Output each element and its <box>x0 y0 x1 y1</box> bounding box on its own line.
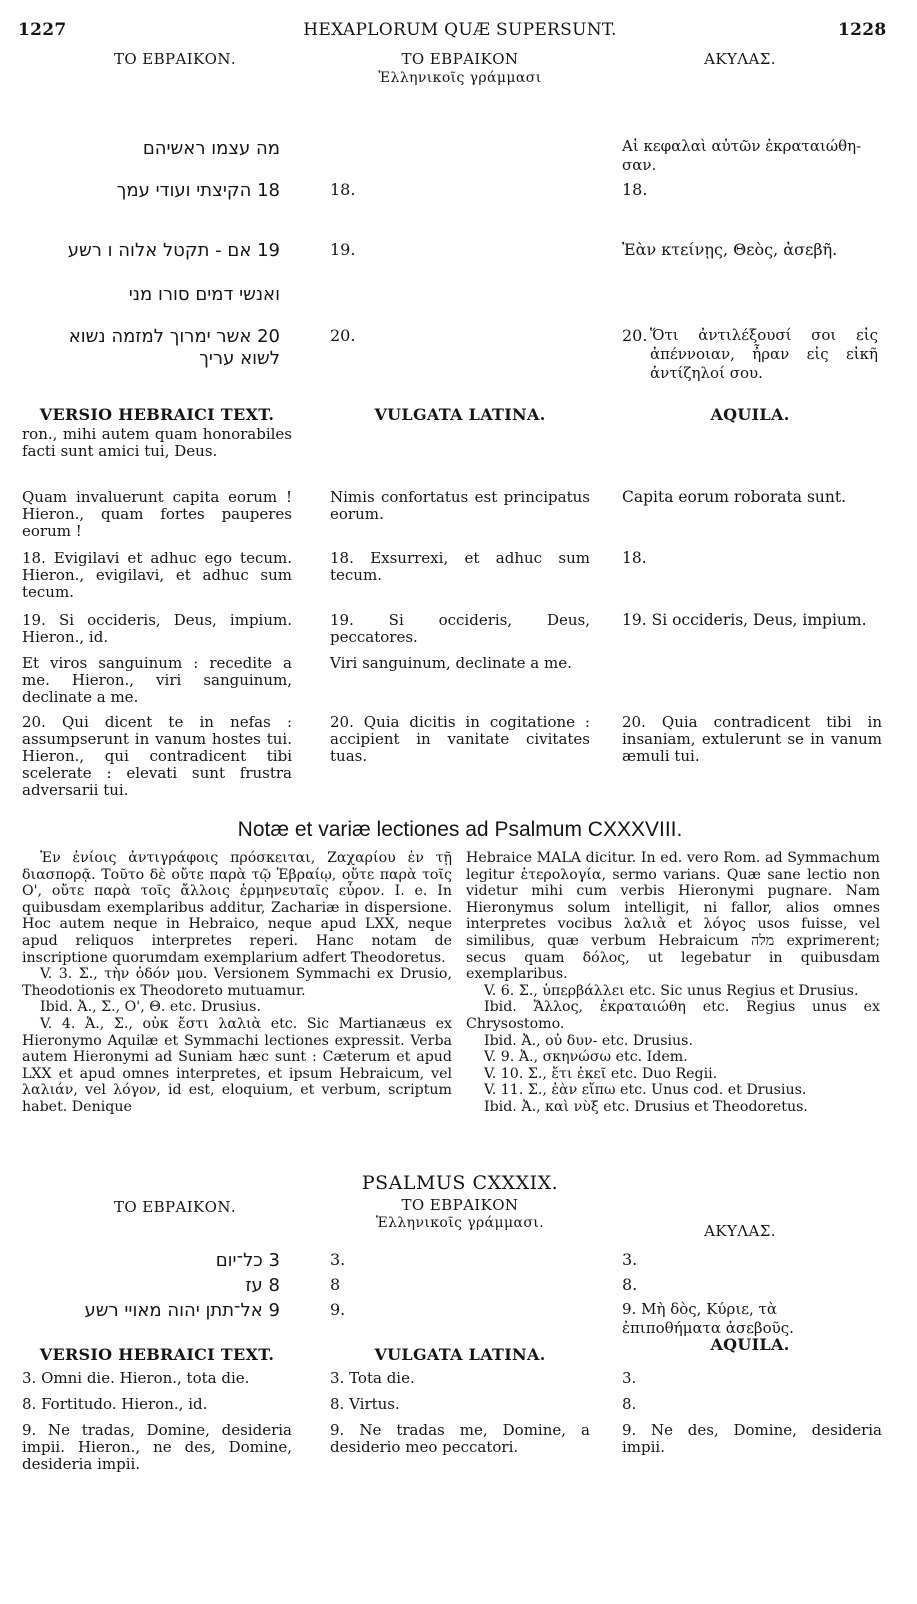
note-paragraph: V. 4. Ἀ., Σ., οὐκ ἔστι λαλιὰ etc. Sic Martianæus ex Hieronymo Aquilæ et Symmachi lectiones expressit. Verba autem Hieronymi ad Suniam hæc sunt : Cæterum et apud LXX et apud omnes interpretes, et ipsum Hebraicum, vel λαλιάν, vel λόγον, id est, eloquium, et verbum, scriptum habet. Denique <box>22 1015 452 1115</box>
hebrew-line: 19 אם - תקטל אלוה ו רשע <box>67 240 280 261</box>
note-paragraph: V. 3. Σ., τὴν ὁδόν μου. Versionem Symmachi ex Drusio, Theodotionis ex Theodoreto mutuamur. <box>22 966 452 999</box>
psalm-latin-col3-header: AQUILA. <box>710 1335 790 1354</box>
psalm-latin-text: 9. Ne tradas, Domine, desideria impii. Hieron., ne des, Domine, desideria impii. <box>22 1421 292 1473</box>
aquila-greek-line: Ἐὰν κτείνῃς, Θεὸς, ἀσεβῆ. <box>622 240 838 259</box>
col-aquila-header: ΑΚΥΛΑΣ. <box>704 50 776 68</box>
vulgate-text: 19. Si occideris, Deus, peccatores. <box>330 611 590 646</box>
col-hebrew-header: ΤΟ ΕΒΡΑΙΚΟΝ. <box>113 50 237 68</box>
psalm-verse-number: 8 <box>330 1275 341 1294</box>
note-paragraph: V. 9. Ἀ., σκηνώσω etc. Idem. <box>484 1049 688 1066</box>
psalm-hebrew-line: 9 אל־תתן יהוה מאויי רשע <box>84 1300 280 1321</box>
latin-col3-header: AQUILA. <box>710 405 790 424</box>
note-paragraph: Ibid. Ἀ., Σ., Ο', Θ. etc. Drusius. <box>40 999 261 1016</box>
vulgate-text: 20. Quia dicitis in cogitatione : accipient in vanitate civitates tuas. <box>330 713 590 765</box>
aquila-latin-text: 19. Si occideris, Deus, impium. <box>622 611 867 629</box>
psalm-latin-col1-header: VERSIO HEBRAICI TEXT. <box>39 1345 275 1364</box>
aquila-greek-line: Ὅτι ἀντιλέξουσί σοι εἰς ἀπέννοιαν, ἦραν εἰς εἰκῆ ἀντίζηλοί σου. <box>650 326 878 382</box>
psalm-latin-col2-header: VULGATA LATINA. <box>374 1345 546 1364</box>
latin-text: 19. Si occideris, Deus, impium. Hieron., id. <box>22 611 292 646</box>
psalm-vulgate-text: 9. Ne tradas me, Domine, a desiderio meo peccatori. <box>330 1421 590 1456</box>
psalm-vulgate-text: 3. Tota die. <box>330 1369 415 1387</box>
note-paragraph: Ibid. Ἀ., οὐ δυν- etc. Drusius. <box>484 1032 693 1049</box>
psalm-aquila-number: 8. <box>622 1275 638 1294</box>
aquila-latin-text: Capita eorum roborata sunt. <box>622 488 847 506</box>
psalm-col-transliteration-subheader: Ἑλληνικοῖς γράμμασι. <box>375 1215 545 1231</box>
aquila-greek-line: Αἱ κεφαλαὶ αὐτῶν ἐκραταιώθη-σαν. <box>622 137 862 174</box>
verse-number: 19. <box>330 240 356 259</box>
psalm-aquila-number: 3. <box>622 1250 638 1269</box>
hebrew-line: ואנשי דמים סורו מני <box>128 284 280 305</box>
note-paragraph: Hebraice MALA dicitur. In ed. vero Rom. ad Symmachum legitur ἑτερολογία, sermo varians. Quæ sane lectio non videtur mihi cum verbis Hieronymi pugnare. Nam Hieronymus solum intelligit, ni fallor, alios omnes interpretes vocibus λαλιὰ et λόγος usos fuisse, vel similibus, quæ verbum Hebraicum מלה exprimerent; secus quam δόλος, ut legebatur in quibusdam exemplaribus. <box>466 850 880 983</box>
psalm-latin-text: 8. Fortitudo. Hieron., id. <box>22 1395 208 1413</box>
note-paragraph: Ἐν ἐνίοις ἀντιγράφοις πρόσκειται, Ζαχαρίου ἐν τῇ διασπορᾷ. Τοῦτο δὲ οὔτε παρὰ τῷ Ἑβραίῳ, οὔτε παρὰ τοῖς Ο', οὔτε παρὰ τοῖς ἄλλοις ἑρμηνευταῖς εὗρον. I. e. In quibusdam exemplaribus additur, Zachariæ in dispersione. Hoc autem neque in Hebraico, neque apud LXX, neque apud reliquos interpretes reperi. Hanc notam de inscriptione quorumdam exemplarium adfert Theodoretus. <box>22 850 452 966</box>
hebrew-line: 20 אשר ימרוך למזמה נשוא לשוא עריך <box>68 326 280 369</box>
col-transliteration-header: ΤΟ ΕΒΡΑΙΚΟΝ <box>401 50 519 68</box>
latin-col1-header: VERSIO HEBRAICI TEXT. <box>39 405 275 424</box>
psalm-hebrew-line: 3 כל־יום <box>215 1250 280 1271</box>
hebrew-line: 18 הקיצתי ועודי עמך <box>116 180 280 201</box>
psalm-col-aquila-header: ΑΚΥΛΑΣ. <box>704 1222 776 1240</box>
latin-text: ron., mihi autem quam honorabiles facti sunt amici tui, Deus. <box>22 425 292 460</box>
aquila-verse-number: 18. <box>622 180 648 199</box>
psalm-col-hebrew-header: ΤΟ ΕΒΡΑΙΚΟΝ. <box>113 1198 237 1216</box>
note-paragraph: V. 10. Σ., ἔτι ἐκεῖ etc. Duo Regii. <box>484 1065 718 1082</box>
psalm-aquila-latin: 9. Ne des, Domine, desideria impii. <box>622 1421 882 1456</box>
vulgate-text: 18. Exsurrexi, et adhuc sum tecum. <box>330 549 590 584</box>
latin-text: 18. Evigilavi et adhuc ego tecum. Hieron., evigilavi, et adhuc sum tecum. <box>22 549 292 601</box>
verse-number: 18. <box>330 180 356 199</box>
notes-right-column <box>466 850 880 1116</box>
psalm-verse-number: 3. <box>330 1250 346 1269</box>
latin-text: Et viros sanguinum : recedite a me. Hieron., viri sanguinum, declinate a me. <box>22 654 292 706</box>
psalm-vulgate-text: 8. Virtus. <box>330 1395 400 1413</box>
latin-text: 20. Qui dicent te in nefas : assumpserunt in vanum hostes tui. Hieron., qui contradicent tibi scelerate : elevati sunt frustra adversarii tui. <box>22 713 292 799</box>
latin-col2-header: VULGATA LATINA. <box>374 405 546 424</box>
aquila-verse-number: 20. <box>622 326 648 345</box>
note-paragraph: V. 6. Σ., ὑπερβάλλει etc. Sic unus Regius et Drusius. <box>484 982 859 999</box>
page-number-left: 1227 <box>18 20 67 40</box>
running-title: HEXAPLORUM QUÆ SUPERSUNT. <box>303 20 617 40</box>
notes-title: Notæ et variæ lectiones ad Psalmum CXXXVIII. <box>237 818 683 841</box>
psalm-title: PSALMUS CXXXIX. <box>361 1172 559 1194</box>
verse-number: 20. <box>330 326 356 345</box>
psalm-hebrew-line: 8 עז <box>245 1275 280 1296</box>
psalm-aquila-greek: 9. Μὴ δὸς, Κύριε, τὰ ἐπιποθήματα ἀσεβοῦς. <box>622 1300 794 1337</box>
vulgate-text: Nimis confortatus est principatus eorum. <box>330 488 590 523</box>
psalm-latin-text: 3. Omni die. Hieron., tota die. <box>22 1369 250 1387</box>
psalm-col-transliteration-header: ΤΟ ΕΒΡΑΙΚΟΝ <box>401 1196 519 1214</box>
aquila-latin-text: 18. <box>622 549 647 567</box>
page-number-right: 1228 <box>838 20 887 40</box>
vulgate-text: Viri sanguinum, declinate a me. <box>330 654 572 672</box>
hebrew-line: מה עצמו ראשיהם <box>142 138 280 159</box>
aquila-latin-text: 20. Quia contradicent tibi in insaniam, extulerunt se in vanum æmuli tui. <box>622 713 882 765</box>
psalm-verse-number: 9. <box>330 1300 346 1319</box>
note-paragraph: Ibid. Ἀ., καὶ νὺξ etc. Drusius et Theodoretus. <box>484 1098 808 1115</box>
psalm-aquila-latin: 3. <box>622 1369 637 1387</box>
psalm-aquila-latin: 8. <box>622 1395 637 1413</box>
latin-text: Quam invaluerunt capita eorum ! Hieron., quam fortes pauperes eorum ! <box>22 488 292 540</box>
note-paragraph: V. 11. Σ., ἐὰν εἴπω etc. Unus cod. et Drusius. <box>484 1082 807 1099</box>
notes-left-column <box>22 850 452 1116</box>
note-paragraph: Ibid. Ἄλλος, ἐκραταιώθη etc. Regius unus ex Chrysostomo. <box>466 999 880 1032</box>
col-transliteration-subheader: Ἑλληνικοῖς γράμμασι <box>378 70 542 86</box>
